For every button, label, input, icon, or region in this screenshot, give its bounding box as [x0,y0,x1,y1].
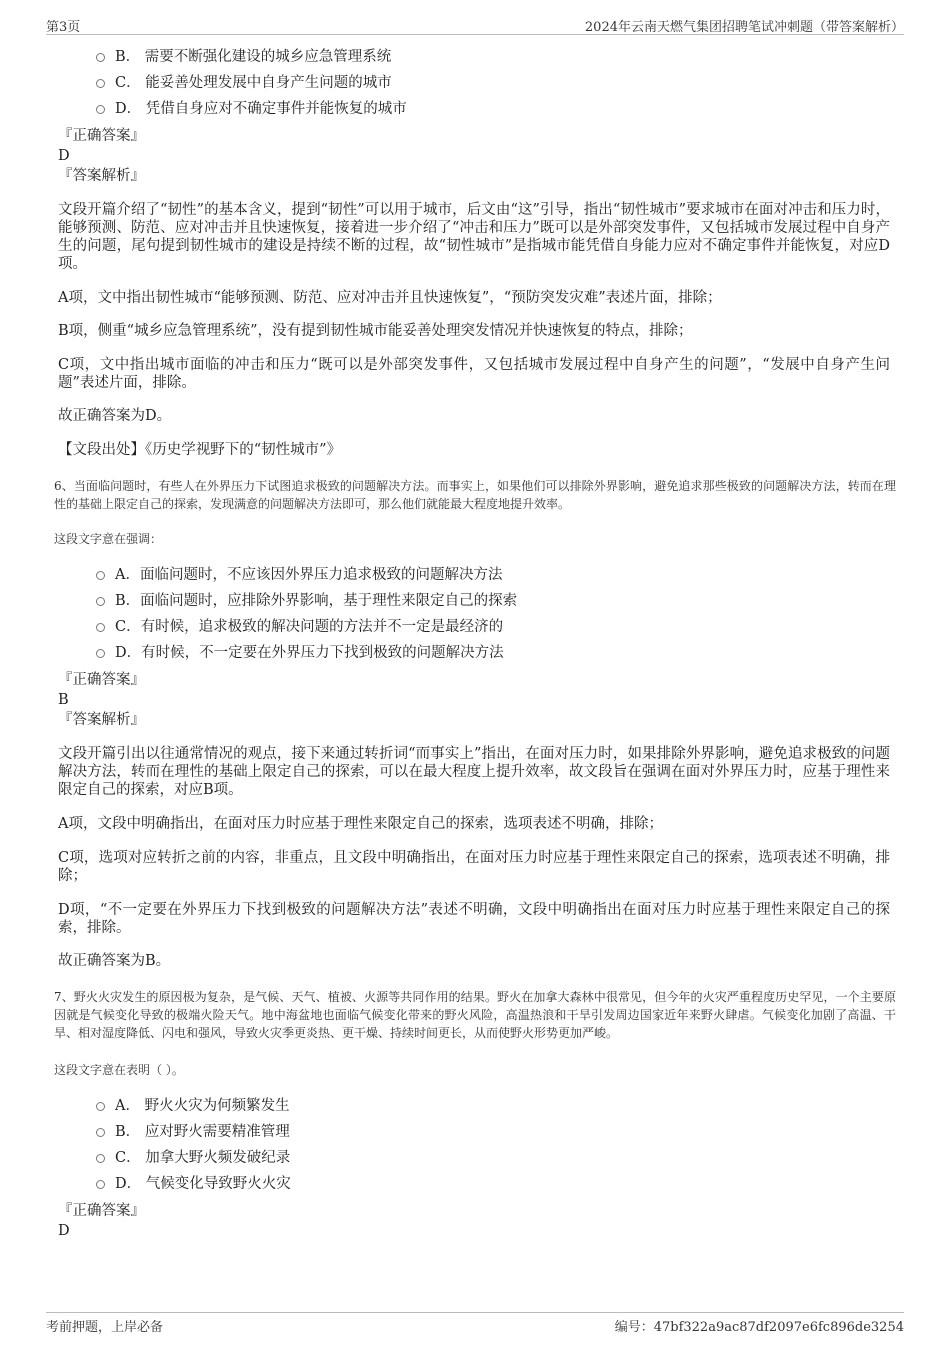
document-id: 编号：47bf322a9ac87df2097e6fc896de3254 [614,1320,904,1335]
footer-slogan: 考前押题，上岸必备 [46,1320,164,1335]
radio-icon[interactable] [96,649,105,658]
q5-answer-label: 『正确答案』 [58,128,145,144]
q6-stem: 6、当面临问题时，有些人在外界压力下试图追求极致的问题解决方法。而事实上，如果他们可以排除外界影响，避免追求那些极致的问题解决方法，转而在理性的基础上限定自己的探索，发现满意的问题解决方法即可，那么他们就能最大程度地提升效率。 [54,479,896,511]
page-header [46,14,904,35]
q6-analysis-c: C项，选项对应转折之前的内容，非重点，且文段中明确指出，在面对压力时应基于理性来限定自己的探索，选项表述不明确，排除； [58,850,890,884]
q6-prompt: 这段文字意在强调： [54,532,163,546]
q6-option-a[interactable]: A．面临问题时，不应该因外界压力追求极致的问题解决方法 [96,566,502,584]
radio-icon[interactable] [96,53,105,62]
q5-answer: D [58,148,70,164]
radio-icon[interactable] [96,1102,105,1111]
radio-icon[interactable] [96,597,105,606]
radio-icon[interactable] [96,623,105,632]
q6-answer-label: 『正确答案』 [58,672,145,688]
q7-option-a[interactable]: A． 野火火灾为何频繁发生 [96,1097,290,1115]
page-number: 第3页 [46,20,81,35]
q5-analysis-c: C项，文中指出城市面临的冲击和压力“既可以是外部突发事件，又包括城市发展过程中自身产生的问题”，“发展中自身产生问题”表述片面，排除。 [58,357,890,391]
q6-option-c[interactable]: C．有时候，追求极致的解决问题的方法并不一定是最经济的 [96,618,503,636]
q5-analysis-b: B项，侧重“城乡应急管理系统”，没有提到韧性城市能妥善处理突发情况并快速恢复的特点，排除； [58,323,693,339]
q5-analysis-a: A项，文中指出韧性城市“能够预测、防范、应对冲击并且快速恢复”，“预防突发灾难”表述片面，排除； [58,290,722,306]
q5-option-c[interactable]: C． 能妥善处理发展中自身产生问题的城市 [96,74,392,92]
radio-icon[interactable] [96,79,105,88]
q5-option-d[interactable]: D． 凭借自身应对不确定事件并能恢复的城市 [96,100,407,118]
q7-answer: D [58,1223,70,1239]
page-footer [46,1312,904,1337]
q6-answer: B [58,692,69,708]
q5-analysis-main: 文段开篇介绍了“韧性”的基本含义，提到“韧性”可以用于城市，后文由“这”引导，指出“韧性城市”要求城市在面对冲击和压力时，能够预测、防范、应对冲击并且快速恢复，接着进一步介绍了“冲击和压力”既可以是外部突发事件，又包括城市发展过程中自身产生的问题，尾句提到韧性城市的建设是持续不断的过程，故“韧性城市”是指城市能凭借自身能力应对不确定事件并能恢复，对应D项。 [58,202,890,272]
q6-analysis-a: A项，文段中明确指出，在面对压力时应基于理性来限定自己的探索，选项表述不明确，排除； [58,816,663,832]
radio-icon[interactable] [96,1154,105,1163]
q6-option-d[interactable]: D．有时候，不一定要在外界压力下找到极致的问题解决方法 [96,644,504,662]
q6-option-b[interactable]: B．面临问题时，应排除外界影响，基于理性来限定自己的探索 [96,592,517,610]
q5-option-b[interactable]: B． 需要不断强化建设的城乡应急管理系统 [96,48,391,66]
q7-option-c[interactable]: C． 加拿大野火频发破纪录 [96,1149,290,1167]
q5-source: 【文段出处】《历史学视野下的“韧性城市”》 [58,442,342,458]
radio-icon[interactable] [96,105,105,114]
radio-icon[interactable] [96,1128,105,1137]
radio-icon[interactable] [96,1180,105,1189]
q7-option-d[interactable]: D． 气候变化导致野火火灾 [96,1175,291,1193]
q6-analysis-main: 文段开篇引出以往通常情况的观点，接下来通过转折词“而事实上”指出，在面对压力时，如果排除外界影响，避免追求极致的问题解决方法，转而在理性的基础上限定自己的探索，可以在最大程度上提升效率，故文段旨在强调在面对外界压力时，应基于理性来限定自己的探索，对应B项。 [58,746,890,798]
q7-stem: 7、野火火灾发生的原因极为复杂，是气候、天气、植被、火源等共同作用的结果。野火在加拿大森林中很常见，但今年的火灾严重程度历史罕见，一个主要原因就是气候变化导致的极端火险天气。地中海盆地也面临气候变化带来的野火风险，高温热浪和干旱引发周边国家近年来野火肆虐。气候变化加剧了高温、干旱、相对湿度降低、闪电和强风，导致火灾季更炎热、更干燥、持续时间更长，从而使野火形势更加严峻。 [54,990,896,1040]
q7-prompt: 这段文字意在表明（ ）。 [54,1063,184,1077]
radio-icon[interactable] [96,571,105,580]
q5-analysis-label: 『答案解析』 [58,168,145,184]
q6-analysis-label: 『答案解析』 [58,712,145,728]
q6-conclusion: 故正确答案为B。 [58,953,171,969]
q7-option-b[interactable]: B． 应对野火需要精准管理 [96,1123,290,1141]
document-title: 2024年云南天燃气集团招聘笔试冲刺题（带答案解析） [584,20,904,35]
q7-answer-label: 『正确答案』 [58,1203,145,1219]
q5-conclusion: 故正确答案为D。 [58,408,172,424]
q6-analysis-d: D项，“不一定要在外界压力下找到极致的问题解决方法”表述不明确，文段中明确指出在面对压力时应基于理性来限定自己的探索，排除。 [58,902,890,936]
